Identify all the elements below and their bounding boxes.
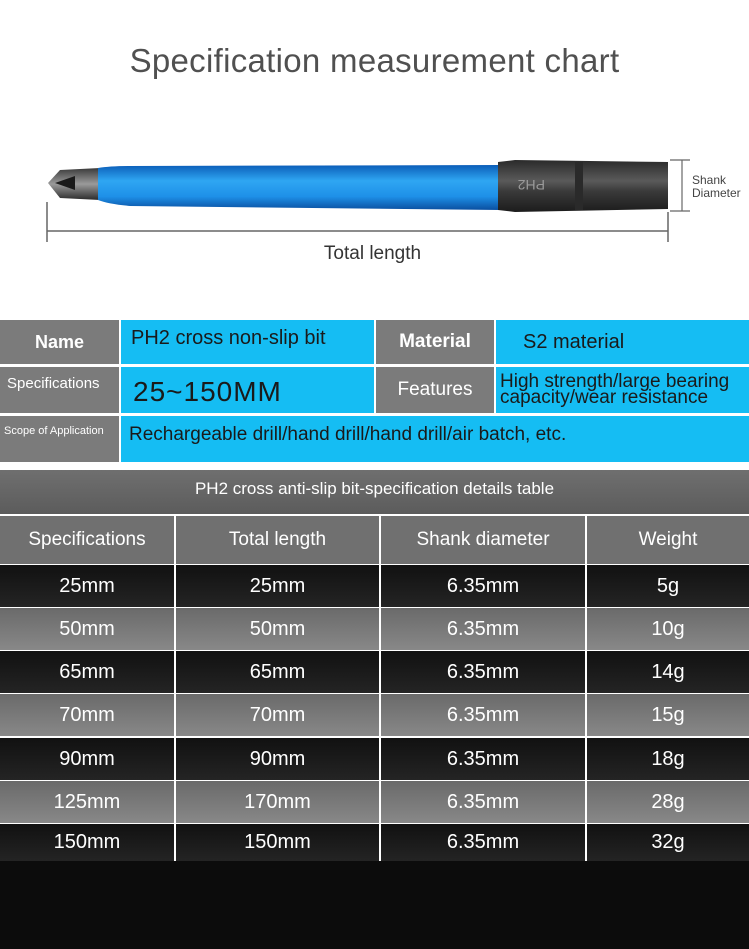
table-row: [0, 608, 749, 650]
features-value-line2: capacity/wear resistance: [500, 387, 709, 408]
cell-total-length: 50mm: [176, 608, 381, 650]
features-label: Features: [376, 367, 494, 413]
product-info-grid: [0, 320, 749, 462]
cell-total-length: 25mm: [176, 565, 381, 607]
specifications-value: 25~150MM: [121, 367, 374, 413]
features-value-line1: High strength/large bearing: [500, 371, 730, 392]
details-table-header: [0, 516, 749, 564]
specifications-label: Specifications: [0, 367, 119, 413]
bit-marking-text: PH2: [517, 177, 545, 193]
shank-diameter-label: [692, 174, 741, 200]
table-row: [0, 694, 749, 736]
cell-weight: 32g: [651, 831, 685, 853]
cell-specification: 50mm: [0, 608, 176, 650]
cell-weight: 18g: [651, 747, 685, 770]
footer-dark-band: [0, 861, 749, 949]
cell-weight: 14g: [651, 660, 685, 683]
name-label: Name: [0, 320, 119, 364]
material-label: Material: [376, 320, 494, 364]
table-row: [0, 824, 749, 861]
cell-specification: 70mm: [0, 694, 176, 736]
cell-weight: 5g: [656, 574, 680, 597]
cell-specification: 90mm: [0, 738, 176, 780]
header-shank-diameter: Shank diameter: [381, 516, 587, 564]
cell-total-length: 170mm: [176, 781, 381, 823]
cell-total-length: 90mm: [176, 738, 381, 780]
cell-shank-diameter: 6.35mm: [381, 694, 587, 736]
table-row: [0, 738, 749, 780]
table-row: [0, 565, 749, 607]
page-title: Specification measurement chart: [129, 42, 620, 79]
cell-shank-diameter: 6.35mm: [381, 781, 587, 823]
features-value: [496, 367, 749, 413]
table-row: [0, 651, 749, 693]
cell-shank-diameter: 6.35mm: [381, 651, 587, 693]
scope-value: Rechargeable drill/hand drill/hand drill/air batch, etc.: [121, 416, 749, 462]
cell-shank-diameter: 6.35mm: [381, 608, 587, 650]
scope-label: Scope of Application: [0, 416, 119, 462]
header-total-length: Total length: [176, 516, 381, 564]
cell-weight: 10g: [651, 617, 685, 640]
shank-label-line1: Shank: [692, 173, 727, 187]
cell-specification: 125mm: [0, 781, 176, 823]
cell-shank-diameter: 6.35mm: [381, 565, 587, 607]
cell-total-length: 150mm: [176, 824, 381, 861]
material-value: S2 material: [496, 320, 749, 364]
cell-weight: 28g: [651, 790, 685, 813]
table-row: [0, 781, 749, 823]
header-specifications: Specifications: [0, 516, 176, 564]
details-table-title: PH2 cross anti-slip bit-specification details table: [0, 470, 749, 514]
cell-specification: 65mm: [0, 651, 176, 693]
cell-total-length: 65mm: [176, 651, 381, 693]
shank-label-line2: Diameter: [692, 186, 741, 200]
cell-specification: 150mm: [0, 824, 176, 861]
cell-weight: 15g: [651, 703, 685, 726]
cell-total-length: 70mm: [176, 694, 381, 736]
cell-specification: 25mm: [0, 565, 176, 607]
header-weight: Weight: [638, 529, 698, 550]
total-length-label: Total length: [323, 243, 422, 264]
name-value: PH2 cross non-slip bit: [121, 320, 374, 364]
cell-shank-diameter: 6.35mm: [381, 738, 587, 780]
cell-shank-diameter: 6.35mm: [381, 824, 587, 861]
